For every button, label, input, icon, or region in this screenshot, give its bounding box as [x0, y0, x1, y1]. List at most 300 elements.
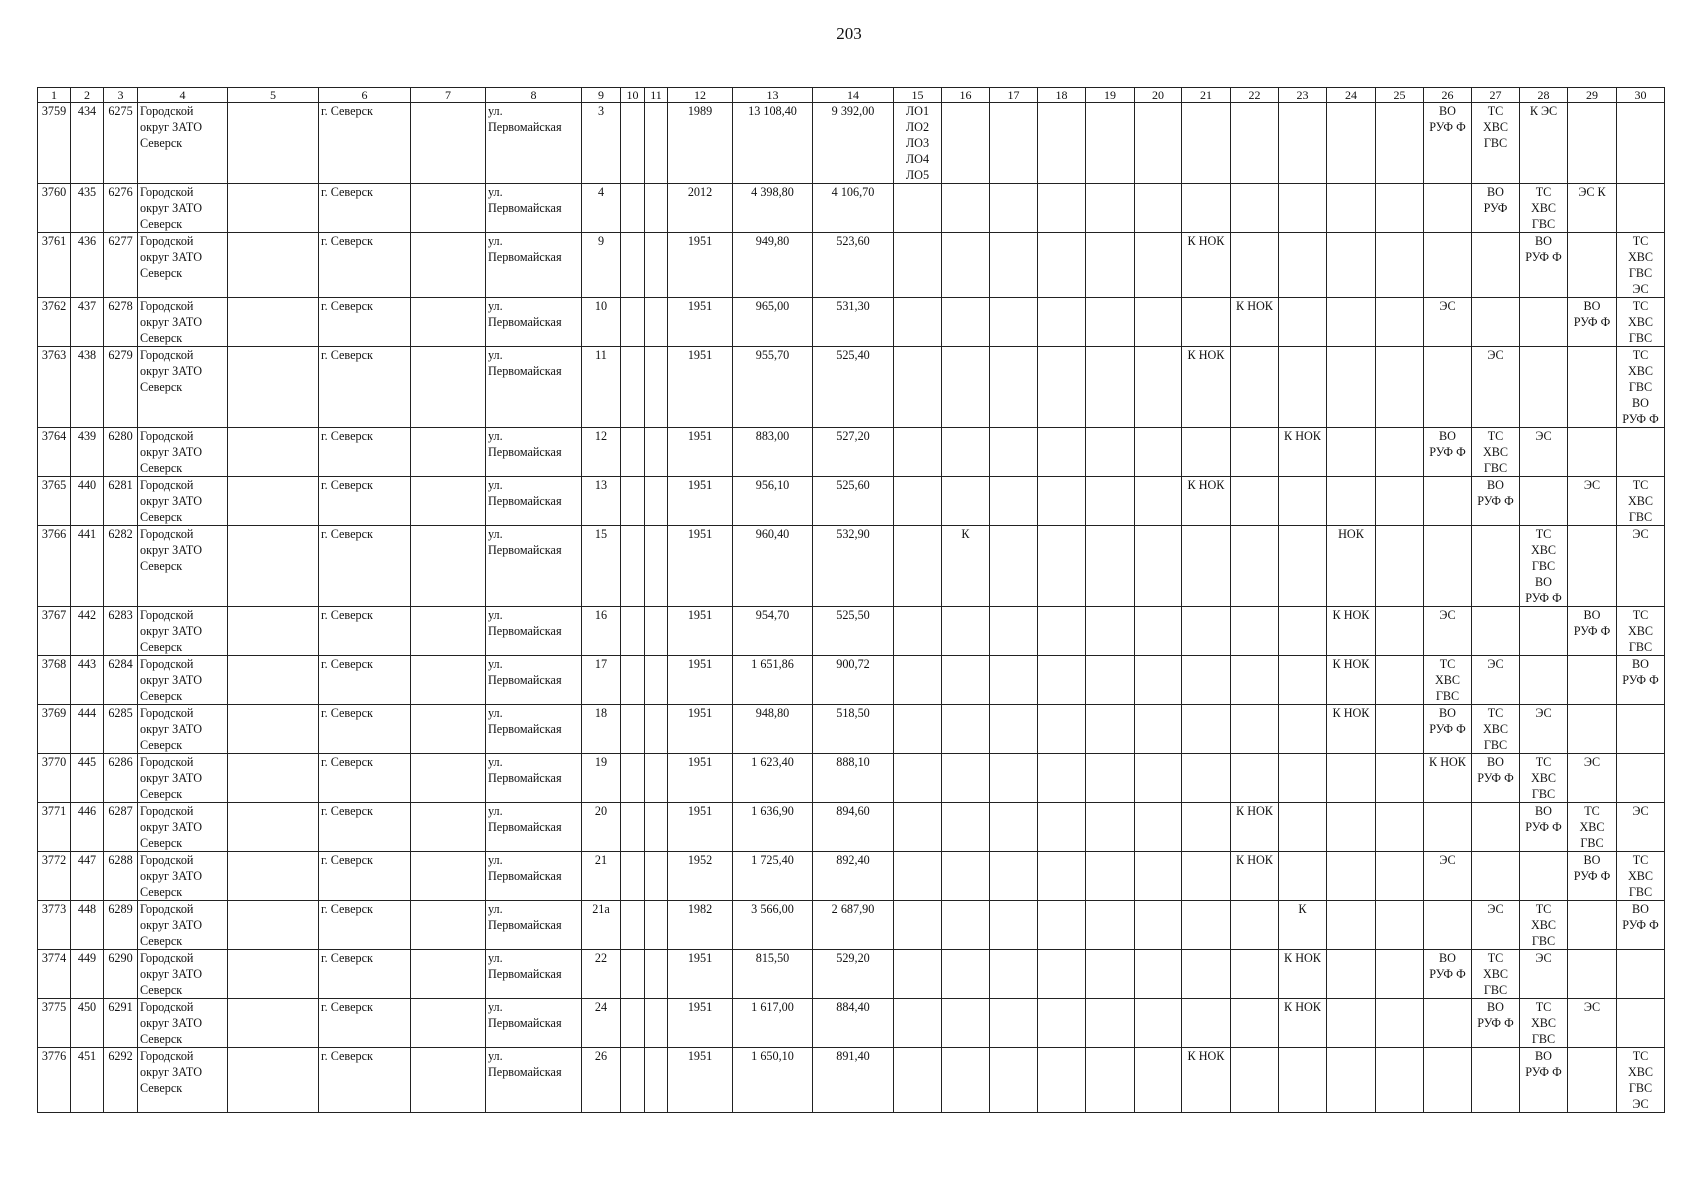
cell-col-14: 888,10: [813, 754, 894, 803]
table-row: [38, 950, 1665, 999]
cell-col-13: 883,00: [733, 428, 813, 477]
column-header-16: 16: [942, 88, 990, 103]
cell-col-5: [228, 103, 319, 184]
cell-col-15: [894, 950, 942, 999]
cell-col-25: [1376, 754, 1424, 803]
cell-col-30: ВО РУФ Ф: [1617, 656, 1665, 705]
cell-col-28: ЭС: [1520, 705, 1568, 754]
cell-col-26: [1424, 999, 1472, 1048]
cell-col-23: [1279, 233, 1327, 298]
cell-col-13: 965,00: [733, 298, 813, 347]
cell-col-29: [1568, 901, 1617, 950]
cell-col-24: [1327, 950, 1376, 999]
cell-col-12: 2012: [668, 184, 733, 233]
cell-col-3: 6278: [104, 298, 138, 347]
cell-col-14: 900,72: [813, 656, 894, 705]
cell-col-20: [1135, 852, 1182, 901]
cell-col-17: [990, 754, 1038, 803]
cell-col-6: г. Северск: [319, 852, 411, 901]
cell-col-2: 443: [71, 656, 104, 705]
cell-col-1: 3773: [38, 901, 71, 950]
cell-col-26: ВО РУФ Ф: [1424, 705, 1472, 754]
cell-col-13: 948,80: [733, 705, 813, 754]
column-header-13: 13: [733, 88, 813, 103]
cell-col-25: [1376, 298, 1424, 347]
cell-col-3: 6283: [104, 607, 138, 656]
cell-col-21: К НОК: [1182, 477, 1231, 526]
cell-col-8: ул. Первомайская: [486, 950, 582, 999]
cell-col-4: Городской округ ЗАТО Северск: [138, 852, 228, 901]
cell-col-14: 9 392,00: [813, 103, 894, 184]
cell-col-7: [411, 477, 486, 526]
cell-col-3: 6290: [104, 950, 138, 999]
cell-col-3: 6275: [104, 103, 138, 184]
cell-col-1: 3775: [38, 999, 71, 1048]
cell-col-3: 6279: [104, 347, 138, 428]
cell-col-14: 891,40: [813, 1048, 894, 1113]
cell-col-11: [645, 526, 668, 607]
cell-col-26: ВО РУФ Ф: [1424, 428, 1472, 477]
cell-col-1: 3766: [38, 526, 71, 607]
cell-col-14: 525,40: [813, 347, 894, 428]
cell-col-14: 525,60: [813, 477, 894, 526]
cell-col-9: 17: [582, 656, 621, 705]
cell-col-9: 26: [582, 1048, 621, 1113]
cell-col-17: [990, 999, 1038, 1048]
cell-col-12: 1951: [668, 656, 733, 705]
cell-col-13: 1 617,00: [733, 999, 813, 1048]
cell-col-10: [621, 526, 645, 607]
cell-col-14: 892,40: [813, 852, 894, 901]
cell-col-29: [1568, 233, 1617, 298]
cell-col-18: [1038, 950, 1086, 999]
cell-col-15: ЛО1 ЛО2 ЛО3 ЛО4 ЛО5: [894, 103, 942, 184]
cell-col-18: [1038, 428, 1086, 477]
cell-col-7: [411, 526, 486, 607]
cell-col-10: [621, 607, 645, 656]
cell-col-24: [1327, 1048, 1376, 1113]
cell-col-17: [990, 233, 1038, 298]
cell-col-20: [1135, 526, 1182, 607]
cell-col-5: [228, 607, 319, 656]
cell-col-25: [1376, 656, 1424, 705]
cell-col-26: [1424, 901, 1472, 950]
table-row: [38, 184, 1665, 233]
cell-col-4: Городской округ ЗАТО Северск: [138, 233, 228, 298]
cell-col-22: К НОК: [1231, 803, 1279, 852]
column-header-15: 15: [894, 88, 942, 103]
cell-col-22: [1231, 656, 1279, 705]
cell-col-18: [1038, 298, 1086, 347]
cell-col-22: [1231, 1048, 1279, 1113]
cell-col-28: ЭС: [1520, 428, 1568, 477]
cell-col-7: [411, 999, 486, 1048]
cell-col-10: [621, 1048, 645, 1113]
cell-col-28: [1520, 347, 1568, 428]
cell-col-2: 450: [71, 999, 104, 1048]
cell-col-23: [1279, 526, 1327, 607]
cell-col-28: ВО РУФ Ф: [1520, 1048, 1568, 1113]
cell-col-25: [1376, 999, 1424, 1048]
cell-col-20: [1135, 803, 1182, 852]
cell-col-30: ЭС: [1617, 803, 1665, 852]
cell-col-15: [894, 999, 942, 1048]
cell-col-6: г. Северск: [319, 1048, 411, 1113]
cell-col-16: К: [942, 526, 990, 607]
cell-col-27: [1472, 1048, 1520, 1113]
table-row: [38, 607, 1665, 656]
cell-col-11: [645, 298, 668, 347]
cell-col-14: 531,30: [813, 298, 894, 347]
cell-col-27: ВО РУФ: [1472, 184, 1520, 233]
cell-col-19: [1086, 705, 1135, 754]
cell-col-2: 447: [71, 852, 104, 901]
cell-col-18: [1038, 184, 1086, 233]
cell-col-26: ЭС: [1424, 298, 1472, 347]
cell-col-9: 12: [582, 428, 621, 477]
table-row: [38, 347, 1665, 428]
cell-col-6: г. Северск: [319, 477, 411, 526]
cell-col-10: [621, 233, 645, 298]
cell-col-1: 3763: [38, 347, 71, 428]
cell-col-21: [1182, 705, 1231, 754]
cell-col-17: [990, 298, 1038, 347]
cell-col-30: [1617, 999, 1665, 1048]
cell-col-12: 1982: [668, 901, 733, 950]
cell-col-10: [621, 901, 645, 950]
column-number-header: [38, 88, 1665, 103]
cell-col-15: [894, 1048, 942, 1113]
cell-col-12: 1951: [668, 298, 733, 347]
column-header-21: 21: [1182, 88, 1231, 103]
cell-col-6: г. Северск: [319, 607, 411, 656]
cell-col-25: [1376, 428, 1424, 477]
cell-col-14: 529,20: [813, 950, 894, 999]
cell-col-12: 1951: [668, 233, 733, 298]
cell-col-22: [1231, 950, 1279, 999]
cell-col-28: ВО РУФ Ф: [1520, 233, 1568, 298]
cell-col-7: [411, 754, 486, 803]
cell-col-13: 1 623,40: [733, 754, 813, 803]
cell-col-4: Городской округ ЗАТО Северск: [138, 347, 228, 428]
cell-col-9: 20: [582, 803, 621, 852]
cell-col-25: [1376, 705, 1424, 754]
cell-col-2: 439: [71, 428, 104, 477]
cell-col-8: ул. Первомайская: [486, 526, 582, 607]
cell-col-11: [645, 103, 668, 184]
cell-col-12: 1951: [668, 705, 733, 754]
cell-col-2: 438: [71, 347, 104, 428]
cell-col-20: [1135, 347, 1182, 428]
cell-col-27: [1472, 526, 1520, 607]
cell-col-18: [1038, 526, 1086, 607]
cell-col-7: [411, 428, 486, 477]
cell-col-28: ВО РУФ Ф: [1520, 803, 1568, 852]
cell-col-30: ТС ХВС ГВС ВО РУФ Ф: [1617, 347, 1665, 428]
cell-col-8: ул. Первомайская: [486, 901, 582, 950]
cell-col-10: [621, 477, 645, 526]
cell-col-24: [1327, 184, 1376, 233]
cell-col-20: [1135, 428, 1182, 477]
cell-col-16: [942, 103, 990, 184]
cell-col-8: ул. Первомайская: [486, 184, 582, 233]
cell-col-13: 949,80: [733, 233, 813, 298]
cell-col-19: [1086, 901, 1135, 950]
cell-col-2: 448: [71, 901, 104, 950]
cell-col-13: 1 636,90: [733, 803, 813, 852]
cell-col-13: 1 651,86: [733, 656, 813, 705]
cell-col-5: [228, 754, 319, 803]
cell-col-20: [1135, 901, 1182, 950]
cell-col-12: 1951: [668, 754, 733, 803]
cell-col-11: [645, 705, 668, 754]
cell-col-28: ТС ХВС ГВС ВО РУФ Ф: [1520, 526, 1568, 607]
cell-col-29: ВО РУФ Ф: [1568, 607, 1617, 656]
cell-col-19: [1086, 526, 1135, 607]
cell-col-4: Городской округ ЗАТО Северск: [138, 103, 228, 184]
cell-col-19: [1086, 347, 1135, 428]
cell-col-23: [1279, 103, 1327, 184]
cell-col-27: ТС ХВС ГВС: [1472, 705, 1520, 754]
cell-col-18: [1038, 347, 1086, 428]
cell-col-3: 6276: [104, 184, 138, 233]
cell-col-8: ул. Первомайская: [486, 705, 582, 754]
cell-col-12: 1951: [668, 950, 733, 999]
column-header-19: 19: [1086, 88, 1135, 103]
cell-col-17: [990, 1048, 1038, 1113]
column-header-29: 29: [1568, 88, 1617, 103]
cell-col-12: 1951: [668, 477, 733, 526]
cell-col-29: [1568, 428, 1617, 477]
cell-col-10: [621, 428, 645, 477]
cell-col-11: [645, 656, 668, 705]
cell-col-1: 3764: [38, 428, 71, 477]
cell-col-27: ТС ХВС ГВС: [1472, 428, 1520, 477]
cell-col-5: [228, 999, 319, 1048]
cell-col-26: ЭС: [1424, 607, 1472, 656]
cell-col-4: Городской округ ЗАТО Северск: [138, 656, 228, 705]
cell-col-27: ВО РУФ Ф: [1472, 999, 1520, 1048]
cell-col-2: 434: [71, 103, 104, 184]
cell-col-25: [1376, 950, 1424, 999]
cell-col-29: [1568, 950, 1617, 999]
cell-col-20: [1135, 477, 1182, 526]
cell-col-24: [1327, 428, 1376, 477]
cell-col-7: [411, 1048, 486, 1113]
cell-col-15: [894, 607, 942, 656]
cell-col-26: ЭС: [1424, 852, 1472, 901]
cell-col-8: ул. Первомайская: [486, 754, 582, 803]
cell-col-29: ВО РУФ Ф: [1568, 852, 1617, 901]
cell-col-7: [411, 705, 486, 754]
cell-col-17: [990, 428, 1038, 477]
cell-col-5: [228, 656, 319, 705]
cell-col-22: [1231, 901, 1279, 950]
cell-col-25: [1376, 347, 1424, 428]
cell-col-19: [1086, 999, 1135, 1048]
column-header-24: 24: [1327, 88, 1376, 103]
cell-col-15: [894, 705, 942, 754]
cell-col-10: [621, 298, 645, 347]
cell-col-7: [411, 347, 486, 428]
cell-col-28: [1520, 656, 1568, 705]
cell-col-30: [1617, 705, 1665, 754]
cell-col-21: [1182, 754, 1231, 803]
cell-col-11: [645, 607, 668, 656]
cell-col-22: [1231, 754, 1279, 803]
cell-col-14: 525,50: [813, 607, 894, 656]
cell-col-6: г. Северск: [319, 754, 411, 803]
cell-col-30: [1617, 103, 1665, 184]
cell-col-5: [228, 950, 319, 999]
cell-col-22: [1231, 477, 1279, 526]
cell-col-17: [990, 607, 1038, 656]
cell-col-23: К НОК: [1279, 428, 1327, 477]
cell-col-6: г. Северск: [319, 103, 411, 184]
cell-col-17: [990, 526, 1038, 607]
cell-col-3: 6286: [104, 754, 138, 803]
cell-col-23: [1279, 803, 1327, 852]
cell-col-29: [1568, 705, 1617, 754]
cell-col-28: [1520, 477, 1568, 526]
cell-col-6: г. Северск: [319, 656, 411, 705]
column-header-6: 6: [319, 88, 411, 103]
cell-col-18: [1038, 1048, 1086, 1113]
cell-col-16: [942, 477, 990, 526]
cell-col-7: [411, 852, 486, 901]
cell-col-2: 446: [71, 803, 104, 852]
cell-col-18: [1038, 103, 1086, 184]
cell-col-23: [1279, 1048, 1327, 1113]
cell-col-29: ЭС К: [1568, 184, 1617, 233]
cell-col-16: [942, 298, 990, 347]
cell-col-5: [228, 184, 319, 233]
cell-col-21: [1182, 103, 1231, 184]
cell-col-4: Городской округ ЗАТО Северск: [138, 184, 228, 233]
cell-col-16: [942, 950, 990, 999]
cell-col-4: Городской округ ЗАТО Северск: [138, 803, 228, 852]
cell-col-11: [645, 428, 668, 477]
cell-col-9: 15: [582, 526, 621, 607]
cell-col-4: Городской округ ЗАТО Северск: [138, 526, 228, 607]
cell-col-26: ВО РУФ Ф: [1424, 103, 1472, 184]
cell-col-2: 436: [71, 233, 104, 298]
page-number: 203: [836, 24, 862, 43]
cell-col-22: [1231, 428, 1279, 477]
cell-col-23: [1279, 184, 1327, 233]
cell-col-8: ул. Первомайская: [486, 1048, 582, 1113]
cell-col-16: [942, 803, 990, 852]
cell-col-12: 1951: [668, 347, 733, 428]
cell-col-2: 437: [71, 298, 104, 347]
cell-col-13: 3 566,00: [733, 901, 813, 950]
cell-col-6: г. Северск: [319, 999, 411, 1048]
cell-col-25: [1376, 103, 1424, 184]
cell-col-5: [228, 477, 319, 526]
table-row: [38, 1048, 1665, 1113]
cell-col-3: 6288: [104, 852, 138, 901]
cell-col-21: [1182, 901, 1231, 950]
cell-col-27: ВО РУФ Ф: [1472, 477, 1520, 526]
cell-col-25: [1376, 901, 1424, 950]
cell-col-24: [1327, 233, 1376, 298]
cell-col-18: [1038, 705, 1086, 754]
cell-col-25: [1376, 607, 1424, 656]
cell-col-24: К НОК: [1327, 705, 1376, 754]
cell-col-13: 815,50: [733, 950, 813, 999]
cell-col-6: г. Северск: [319, 347, 411, 428]
cell-col-5: [228, 233, 319, 298]
cell-col-25: [1376, 526, 1424, 607]
cell-col-6: г. Северск: [319, 705, 411, 754]
cell-col-25: [1376, 477, 1424, 526]
cell-col-21: К НОК: [1182, 347, 1231, 428]
column-header-4: 4: [138, 88, 228, 103]
cell-col-14: 518,50: [813, 705, 894, 754]
cell-col-27: [1472, 803, 1520, 852]
cell-col-8: ул. Первомайская: [486, 233, 582, 298]
cell-col-9: 11: [582, 347, 621, 428]
cell-col-1: 3765: [38, 477, 71, 526]
cell-col-1: 3767: [38, 607, 71, 656]
cell-col-23: К НОК: [1279, 999, 1327, 1048]
cell-col-11: [645, 184, 668, 233]
cell-col-3: 6285: [104, 705, 138, 754]
cell-col-29: [1568, 656, 1617, 705]
cell-col-8: ул. Первомайская: [486, 607, 582, 656]
cell-col-4: Городской округ ЗАТО Северск: [138, 428, 228, 477]
cell-col-10: [621, 852, 645, 901]
cell-col-19: [1086, 298, 1135, 347]
cell-col-16: [942, 754, 990, 803]
cell-col-16: [942, 184, 990, 233]
cell-col-2: 445: [71, 754, 104, 803]
cell-col-30: ТС ХВС ГВС ЭС: [1617, 233, 1665, 298]
table-row: [38, 852, 1665, 901]
cell-col-28: ТС ХВС ГВС: [1520, 901, 1568, 950]
cell-col-27: [1472, 852, 1520, 901]
column-header-2: 2: [71, 88, 104, 103]
cell-col-26: ВО РУФ Ф: [1424, 950, 1472, 999]
cell-col-4: Городской округ ЗАТО Северск: [138, 754, 228, 803]
cell-col-19: [1086, 656, 1135, 705]
cell-col-29: [1568, 1048, 1617, 1113]
cell-col-26: К НОК: [1424, 754, 1472, 803]
column-header-17: 17: [990, 88, 1038, 103]
cell-col-15: [894, 526, 942, 607]
cell-col-20: [1135, 950, 1182, 999]
column-header-9: 9: [582, 88, 621, 103]
cell-col-11: [645, 347, 668, 428]
cell-col-13: 955,70: [733, 347, 813, 428]
cell-col-3: 6292: [104, 1048, 138, 1113]
table-row: [38, 803, 1665, 852]
cell-col-19: [1086, 184, 1135, 233]
cell-col-19: [1086, 428, 1135, 477]
cell-col-17: [990, 477, 1038, 526]
cell-col-5: [228, 298, 319, 347]
cell-col-4: Городской округ ЗАТО Северск: [138, 607, 228, 656]
cell-col-10: [621, 803, 645, 852]
cell-col-21: [1182, 184, 1231, 233]
cell-col-20: [1135, 607, 1182, 656]
cell-col-5: [228, 1048, 319, 1113]
table-row: [38, 754, 1665, 803]
cell-col-4: Городской округ ЗАТО Северск: [138, 901, 228, 950]
cell-col-24: [1327, 347, 1376, 428]
cell-col-23: [1279, 607, 1327, 656]
cell-col-10: [621, 705, 645, 754]
